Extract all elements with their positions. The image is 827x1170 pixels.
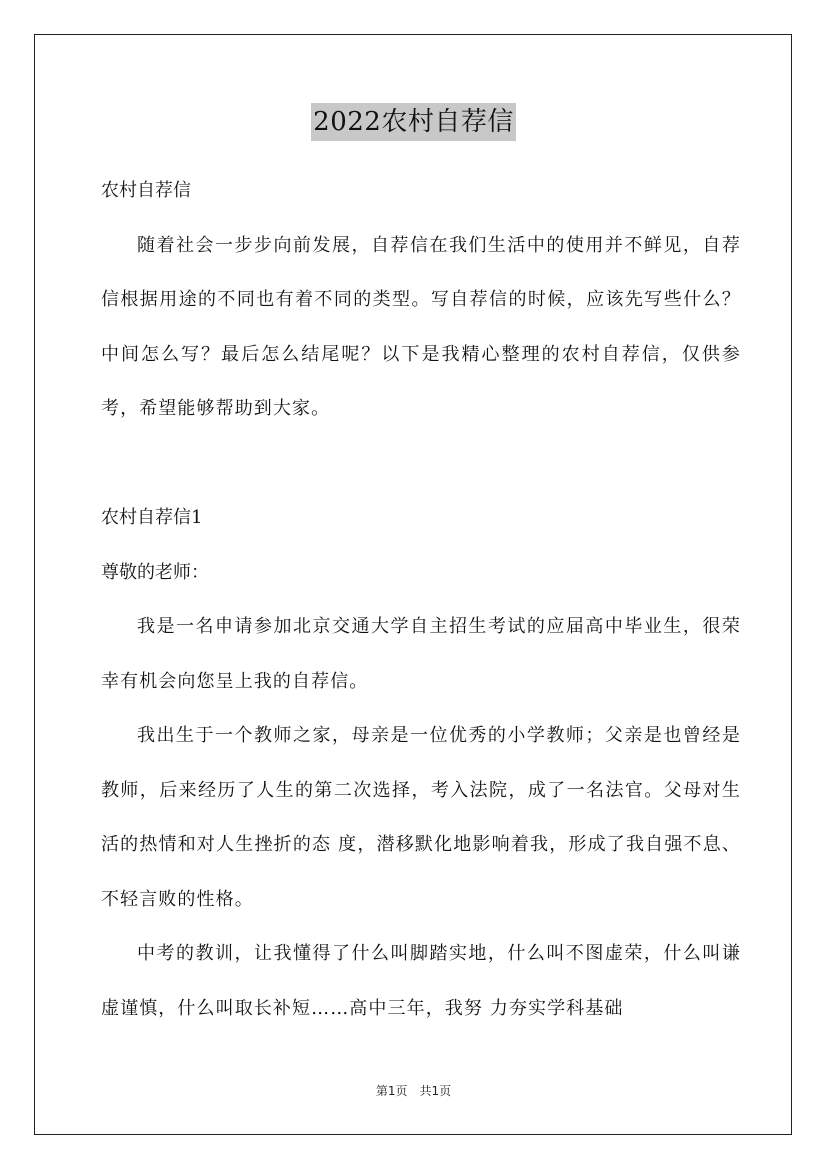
salutation: 尊敬的老师： [101,561,209,583]
body-paragraph: 我出生于一个教师之家，母亲是一位优秀的小学教师；父亲是也曾经是教师，后来经历了人生的第二次选择，考入法院，成了一名法官。父母对生活的热情和对人生挫折的态 度，潜移默化地影响着我，形成了我自强不息、不轻言败的性格。 [101,725,741,910]
document-title: 2022农村自荐信 [311,103,516,141]
subtitle: 农村自荐信 [101,180,191,201]
body-paragraph: 中考的教训，让我懂得了什么叫脚踏实地，什么叫不图虚荣，什么叫谦虚谨慎，什么叫取长补短……高中三年，我努 力夯实学科基础 [101,943,741,1019]
body-paragraph: 我是一名申请参加北京交通大学自主招生考试的应届高中毕业生，很荣幸有机会向您呈上我的自荐信。 [101,616,741,692]
title-container [0,103,827,141]
intro-paragraph: 随着社会一步步向前发展，自荐信在我们生活中的使用并不鲜见，自荐信根据用途的不同也有着不同的类型。写自荐信的时候，应该先写些什么？中间怎么写？最后怎么结尾呢？以下是我精心整理的农村自荐信，仅供参考，希望能够帮助到大家。 [101,234,741,419]
blank-line [101,437,741,492]
page-number-footer: 第1页 共1页 [375,1084,452,1098]
document-body [101,164,741,1036]
section-heading: 农村自荐信1 [101,507,203,528]
